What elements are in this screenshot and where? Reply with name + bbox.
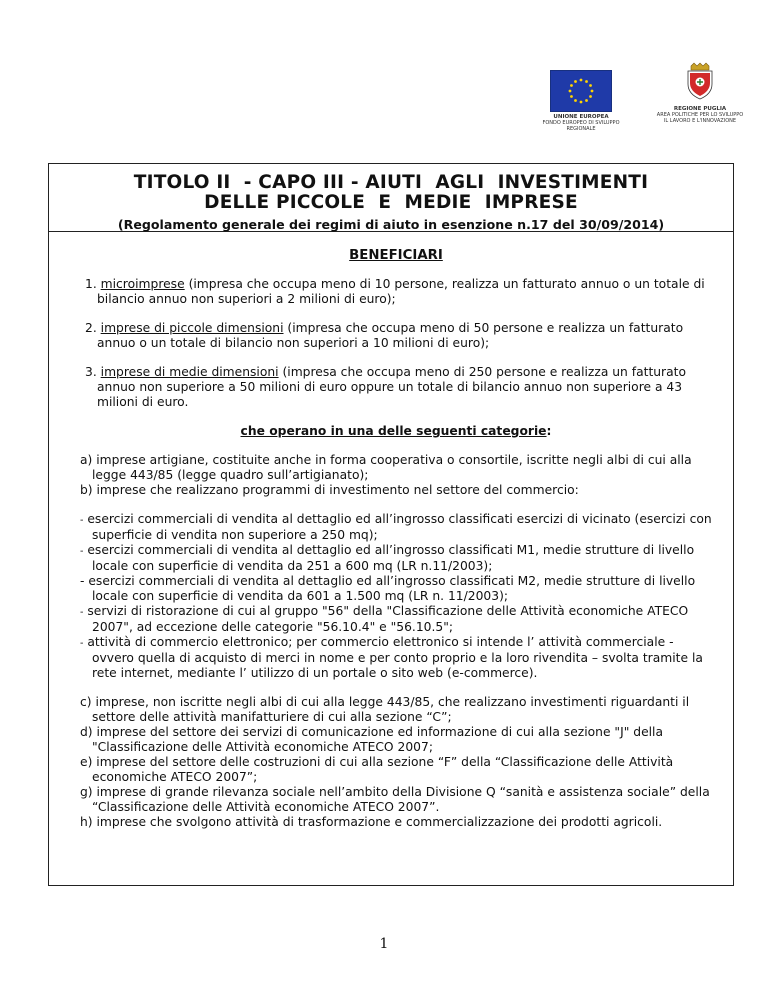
category-letter: g) [80, 785, 93, 799]
sub-item [79, 574, 713, 604]
eu-star-icon [570, 95, 573, 98]
sub-item [79, 635, 713, 681]
sub-item-text: attività di commercio elettronico; per commercio elettronico si intende l’ attività commerciale - ovvero quella di acquisto di merci in nome e per conto proprio e la loro rivendita – svolta tramite la rete internet, mediante l’ utilizzo di un portale o sito web (e-commerce). [83, 635, 703, 680]
puglia-logo [650, 62, 750, 124]
eu-star-icon [580, 79, 583, 82]
category-text: imprese artigiane, costituite anche in forma cooperativa o consortile, iscritte negli albi di cui alla legge 443/85 (legge quadro sull’artigianato); [92, 453, 692, 482]
item-text: (impresa che occupa meno di 250 persone e realizza un fatturato annuo non superiore a 50 milioni di euro oppure un totale di bilancio annuo non superiore a 43 milioni di euro. [97, 365, 686, 409]
commerce-sub-list [79, 512, 713, 681]
eu-logo-caption-2: REGIONALE [566, 126, 596, 132]
category-item [79, 785, 713, 815]
sub-item-text: esercizi commerciali di vendita al dettaglio ed all’ingrosso classificati esercizi di vicinato (esercizi con superficie di vendita non superiore a 250 mq); [83, 512, 712, 542]
category-letter: d) [80, 725, 93, 739]
category-letter: b) [80, 483, 93, 497]
category-item [79, 453, 713, 483]
title-line-1: TITOLO II - CAPO III - AIUTI AGLI INVESTIMENTI [133, 172, 649, 193]
category-letter: a) [80, 453, 93, 467]
category-list-ch [79, 695, 713, 830]
eu-logo-caption-1: FONDO EUROPEO DI SVILUPPO [542, 120, 620, 126]
item-text: (impresa che occupa meno di 50 persone e realizza un fatturato annuo o un totale di bilancio non superiori a 10 milioni di euro); [97, 321, 684, 350]
page-number: 1 [379, 936, 389, 952]
sub-item-text: servizi di ristorazione di cui al gruppo "56" della "Classificazione delle Attività economiche ATECO 2007", ad eccezione delle categorie "56.10.4" e "56.10.5"; [83, 604, 689, 634]
category-letter: e) [80, 755, 93, 769]
sub-item [79, 543, 713, 574]
sub-item-text: esercizi commerciali di vendita al dettaglio ed all’ingrosso classificati M1, medie strutture di livello locale con superficie di vendita da 251 a 600 mq (LR n.11/2003); [83, 543, 695, 573]
categories-heading [79, 424, 713, 439]
category-item [79, 483, 713, 498]
category-item [79, 725, 713, 755]
eu-logo-name: UNIONE EUROPEA [553, 114, 609, 120]
category-item [79, 755, 713, 785]
item-number: 2. [85, 321, 97, 335]
eu-stars-icon [567, 77, 595, 105]
sub-item [79, 512, 713, 543]
category-text: imprese che realizzano programmi di investimento nel settore del commercio: [92, 483, 579, 497]
category-item [79, 815, 713, 830]
eu-logo [538, 70, 624, 132]
categories-heading-colon: : [546, 424, 552, 438]
section-title: BENEFICIARI [349, 248, 443, 263]
sub-item-text: esercizi commerciali di vendita al dettaglio ed all’ingrosso classificati M2, medie strutture di livello locale con superficie di vendita da 601 a 1.500 mq (LR n. 11/2003); [84, 574, 696, 603]
eu-flag-icon [550, 70, 612, 112]
item-number: 1. [85, 277, 97, 291]
category-text: imprese di grande rilevanza sociale nell’ambito della Divisione Q “sanità e assistenza sociale” della “Classificazione delle Attività economiche ATECO 2007”. [92, 785, 710, 814]
beneficiary-item [79, 277, 713, 307]
category-text: imprese del settore delle costruzioni di cui alla sezione “F” della “Classificazione delle Attività economiche ATECO 2007”; [92, 755, 674, 784]
eu-star-icon [585, 80, 588, 83]
eu-star-icon [574, 99, 577, 102]
categories-heading-text: che operano in una delle seguenti categorie [240, 424, 547, 438]
category-text: imprese del settore dei servizi di comunicazione ed informazione di cui alla sezione "J" della "Classificazione delle Attività economiche ATECO 2007; [92, 725, 664, 754]
document-title [49, 173, 733, 213]
eu-star-icon [585, 99, 588, 102]
puglia-crest-icon [685, 62, 715, 100]
dash-bullet: - [80, 574, 85, 588]
item-term: imprese di piccole dimensioni [100, 321, 284, 335]
title-box [49, 164, 733, 232]
category-list-ab [79, 453, 713, 498]
beneficiary-item [79, 365, 713, 410]
eu-star-icon [591, 90, 594, 93]
eu-star-icon [570, 84, 573, 87]
category-item [79, 695, 713, 725]
eu-star-icon [589, 84, 592, 87]
dash-bullet: - [80, 607, 84, 618]
category-letter: h) [80, 815, 93, 829]
category-text: imprese, non iscritte negli albi di cui alla legge 443/85, che realizzano investimenti riguardanti il settore delle attività manifatturiere di cui alla sezione “C”; [91, 695, 690, 724]
sub-item [79, 604, 713, 635]
item-number: 3. [85, 365, 97, 379]
puglia-logo-name: REGIONE PUGLIA [673, 106, 727, 112]
title-line-2: DELLE PICCOLE E MEDIE IMPRESE [204, 192, 578, 213]
category-text: imprese che svolgono attività di trasformazione e commercializzazione dei prodotti agricoli. [92, 815, 663, 829]
eu-star-icon [574, 80, 577, 83]
document-frame [48, 163, 734, 886]
eu-star-icon [580, 101, 583, 104]
document-body [79, 232, 713, 830]
puglia-logo-caption-2: IL LAVORO E L'INNOVAZIONE [663, 118, 737, 124]
item-term: microimprese [100, 277, 185, 291]
eu-star-icon [569, 90, 572, 93]
puglia-logo-caption-1: AREA POLITICHE PER LO SVILUPPO [656, 112, 744, 118]
dash-bullet: - [80, 638, 84, 649]
eu-star-icon [589, 95, 592, 98]
dash-bullet: - [80, 546, 84, 557]
item-term: imprese di medie dimensioni [100, 365, 279, 379]
item-text: (impresa che occupa meno di 10 persone, realizza un fatturato annuo o un totale di bilancio annuo non superiori a 2 milioni di euro); [97, 277, 705, 306]
dash-bullet: - [80, 515, 84, 526]
document-subtitle: (Regolamento generale dei regimi di aiuto in esenzione n.17 del 30/09/2014) [117, 217, 665, 232]
category-letter: c) [80, 695, 92, 709]
beneficiary-item [79, 321, 713, 351]
